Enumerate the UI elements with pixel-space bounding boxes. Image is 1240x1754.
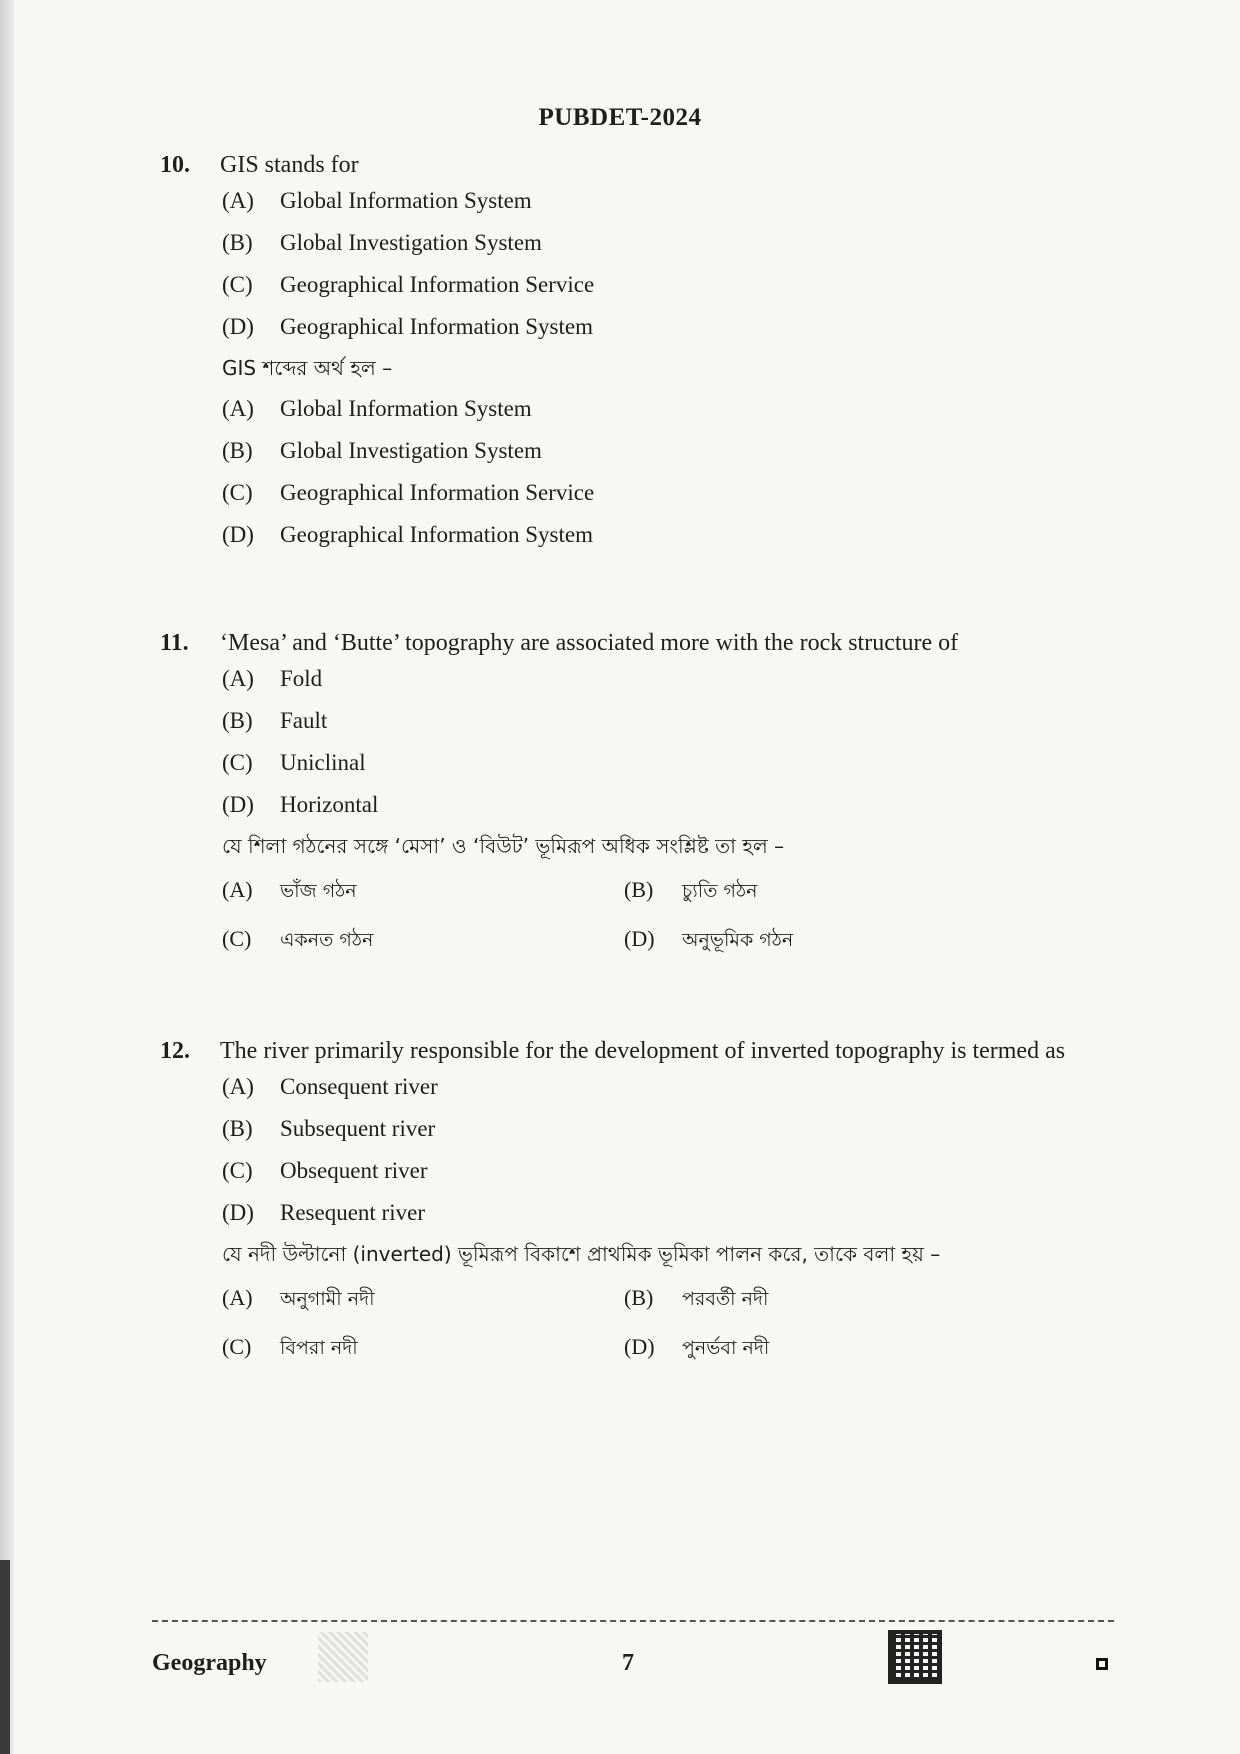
bengali-options-grid (222, 1274, 1110, 1372)
bengali-option-a: (A) Global Information System (222, 396, 532, 421)
bengali-option-d: (D) Geographical Information System (222, 522, 593, 547)
bengali-option-b: (B) Global Investigation System (222, 438, 542, 463)
bengali-option-a: (A) ভাঁজ গঠন (222, 877, 357, 902)
question-stem (160, 628, 1110, 658)
scan-edge (0, 0, 14, 1754)
option-b: (B) Fault (222, 708, 328, 733)
option-b: (B) Subsequent river (222, 1116, 436, 1141)
question-text: The river primarily responsible for the development of inverted topography is termed as (220, 1038, 1066, 1064)
question-12 (160, 1036, 1110, 1372)
option-c: (C) Obsequent river (222, 1158, 428, 1183)
bengali-option-c: (C) একনত গঠন (222, 926, 374, 951)
question-text: ‘Mesa’ and ‘Butte’ topography are associated more with the rock structure of (220, 630, 959, 656)
footer-subject: Geography (152, 1650, 267, 1676)
bengali-option-c: (C) Geographical Information Service (222, 480, 595, 505)
bengali-options-grid (222, 866, 1110, 964)
option-d: (D) Resequent river (222, 1200, 425, 1225)
bengali-option-d: (D) পুনর্ভবা নদী (624, 1334, 770, 1359)
question-10 (160, 150, 1110, 556)
option-d: (D) Geographical Information System (222, 314, 593, 339)
question-stem (160, 1036, 1110, 1066)
bengali-option-d: (D) অনুভূমিক গঠন (624, 926, 794, 951)
bleed-through-qr-icon (318, 1632, 368, 1682)
option-a: (A) Fold (222, 666, 323, 691)
option-a: (A) Consequent river (222, 1074, 438, 1099)
bengali-option-b: (B) চ্যুতি গঠন (624, 877, 758, 902)
question-number: 10. (160, 152, 190, 178)
bengali-option-b: (B) পরবর্তী নদী (624, 1285, 769, 1310)
page-header: PUBDET-2024 (538, 104, 702, 131)
scan-shadow (0, 1560, 10, 1754)
corner-mark-icon (1096, 1658, 1108, 1670)
option-d: (D) Horizontal (222, 792, 379, 817)
qr-code-icon (888, 1630, 942, 1684)
option-a: (A) Global Information System (222, 188, 532, 213)
option-c: (C) Uniclinal (222, 750, 366, 775)
question-11 (160, 628, 1110, 964)
option-c: (C) Geographical Information Service (222, 272, 595, 297)
option-b: (B) Global Investigation System (222, 230, 542, 255)
bengali-question-text: যে নদী উল্টানো (inverted) ভূমিরূপ বিকাশে প্রাথমিক ভূমিকা পালন করে, তাকে বলা হয় – (222, 1242, 941, 1266)
page-number: 7 (622, 1650, 634, 1676)
bengali-option-c: (C) বিপরা নদী (222, 1334, 358, 1359)
bengali-option-a: (A) অনুগামী নদী (222, 1285, 375, 1310)
question-stem (160, 150, 1110, 180)
footer-divider (152, 1620, 1114, 1622)
bengali-question-text: GIS শব্দের অর্থ হল – (222, 356, 393, 380)
bengali-question-text: যে শিলা গঠনের সঙ্গে ‘মেসা’ ও ‘বিউট’ ভূমিরূপ অধিক সংশ্লিষ্ট তা হল – (222, 834, 785, 858)
question-number: 12. (160, 1038, 190, 1064)
question-text: GIS stands for (220, 152, 359, 178)
question-number: 11. (160, 630, 189, 656)
